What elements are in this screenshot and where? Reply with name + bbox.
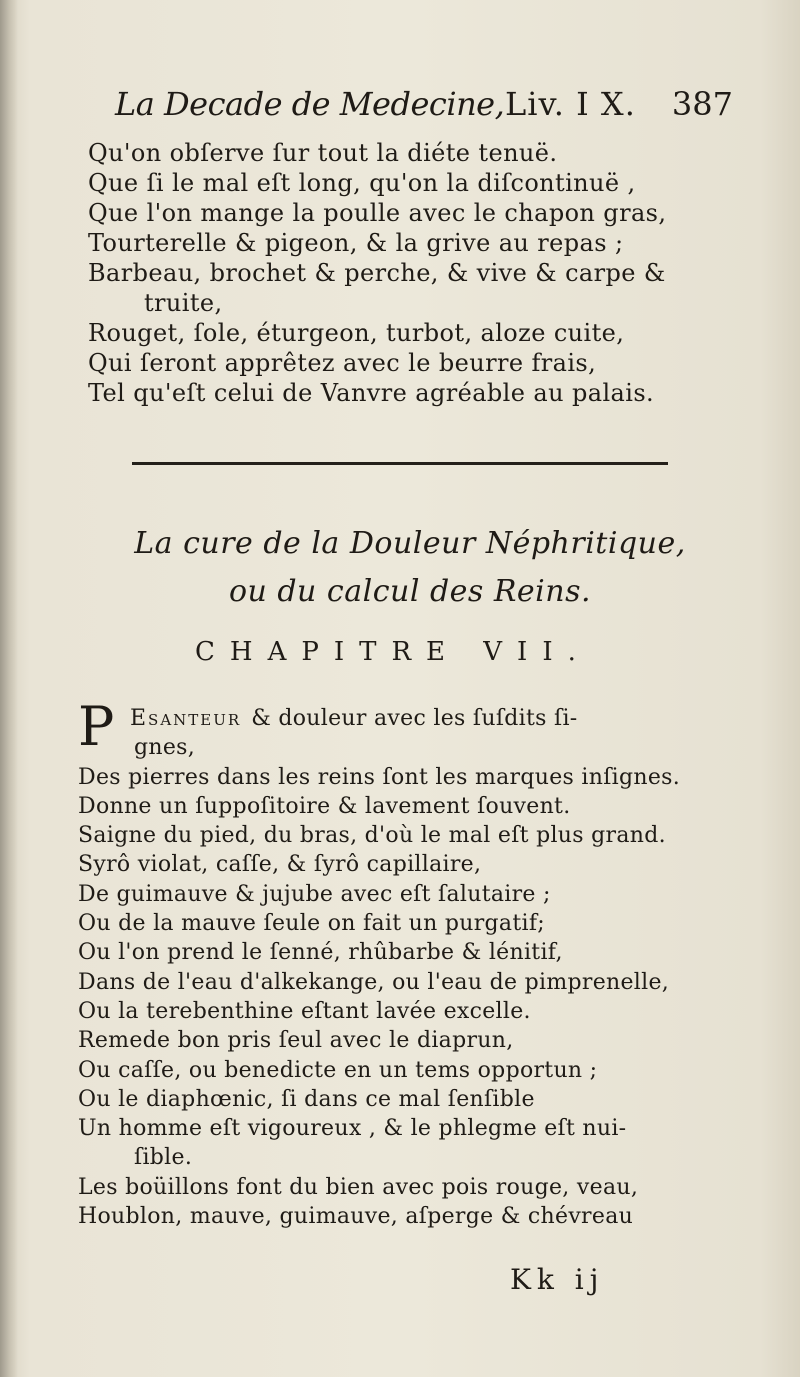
chapter-line: Houblon, mauve, guimauve, aſperge & chévreau xyxy=(78,1204,634,1230)
chapter-line: Un homme eſt vigoureux , & le phlegme eſt nui- xyxy=(78,1116,627,1142)
signature-mark: Kk ij xyxy=(510,1263,605,1296)
chapter-line: Des pierres dans les reins ſont les marques inſignes. xyxy=(78,764,681,790)
chapter-line: Donne un ſuppoſitoire & lavement ſouvent. xyxy=(78,793,571,819)
verse-line: truite, xyxy=(144,289,223,317)
running-title: La Decade de Medecine, xyxy=(115,85,505,123)
verse-line: Tourterelle & pigeon, & la grive au repas ; xyxy=(88,229,624,257)
chapter-line: Ou l'on prend le ſenné, rhûbarbe & lénitif, xyxy=(78,940,563,966)
chapter-line: De guimauve & jujube avec eſt ſalutaire ; xyxy=(78,881,551,907)
chapter-line: Ou la terebenthine eſtant lavée excelle. xyxy=(78,998,531,1024)
chapter-line: Saigne du pied, du bras, d'où le mal eſt plus grand. xyxy=(78,823,666,849)
section-title xyxy=(80,520,740,616)
chapter-line xyxy=(78,704,778,733)
chapter-line: gnes, xyxy=(134,735,196,761)
verse-line: Que ſi le mal eſt long, qu'on la diſcontinuë , xyxy=(88,169,636,197)
running-header xyxy=(115,85,745,135)
page-number: 387 xyxy=(671,85,733,123)
verse-line: Barbeau, brochet & perche, & vive & carpe & xyxy=(88,259,666,287)
verse-line: Qui ſeront apprêtez avec le beurre frais, xyxy=(88,349,597,377)
chapter-line: ſible. xyxy=(134,1145,193,1171)
chapter-line: Dans de l'eau d'alkekange, ou l'eau de pimprenelle, xyxy=(78,969,670,995)
book-number: Liv. I X. xyxy=(505,85,636,123)
verse-line: Que l'on mange la poulle avec le chapon gras, xyxy=(88,199,667,227)
chapter-line: Ou caſſe, ou benedicte en un tems opportun ; xyxy=(78,1057,598,1083)
chapter-line: Ou le diaphœnic, ſi dans ce mal ſenſible xyxy=(78,1086,535,1112)
first-word: Esanteur xyxy=(130,706,242,731)
section-title-line-1: La cure de la Douleur Néphritique, xyxy=(134,526,686,561)
chapter-text xyxy=(78,704,778,1231)
first-line-text: & douleur avec les ſuſdits ſi- xyxy=(251,706,578,731)
verse-block xyxy=(88,138,748,408)
chapter-line: Les boüillons font du bien avec pois rouge, veau, xyxy=(78,1174,639,1200)
drop-cap: P xyxy=(78,695,115,758)
page-binding-shadow xyxy=(0,0,18,1377)
chapter-line: Remede bon pris ſeul avec le diaprun, xyxy=(78,1028,514,1054)
chapter-line: Ou de la mauve ſeule on fait un purgatif; xyxy=(78,911,545,937)
section-divider xyxy=(132,462,668,465)
verse-line: Qu'on obſerve ſur tout la diéte tenuë. xyxy=(88,139,558,167)
verse-line: Rouget, ſole, éturgeon, turbot, aloze cuite, xyxy=(88,319,625,347)
verse-line: Tel qu'eſt celui de Vanvre agréable au palais. xyxy=(88,379,655,407)
chapter-heading: CHAPITRE VII. xyxy=(195,637,591,667)
section-title-line-2: ou du calcul des Reins. xyxy=(228,574,592,609)
chapter-line: Syrô violat, caſſe, & ſyrô capillaire, xyxy=(78,852,482,878)
